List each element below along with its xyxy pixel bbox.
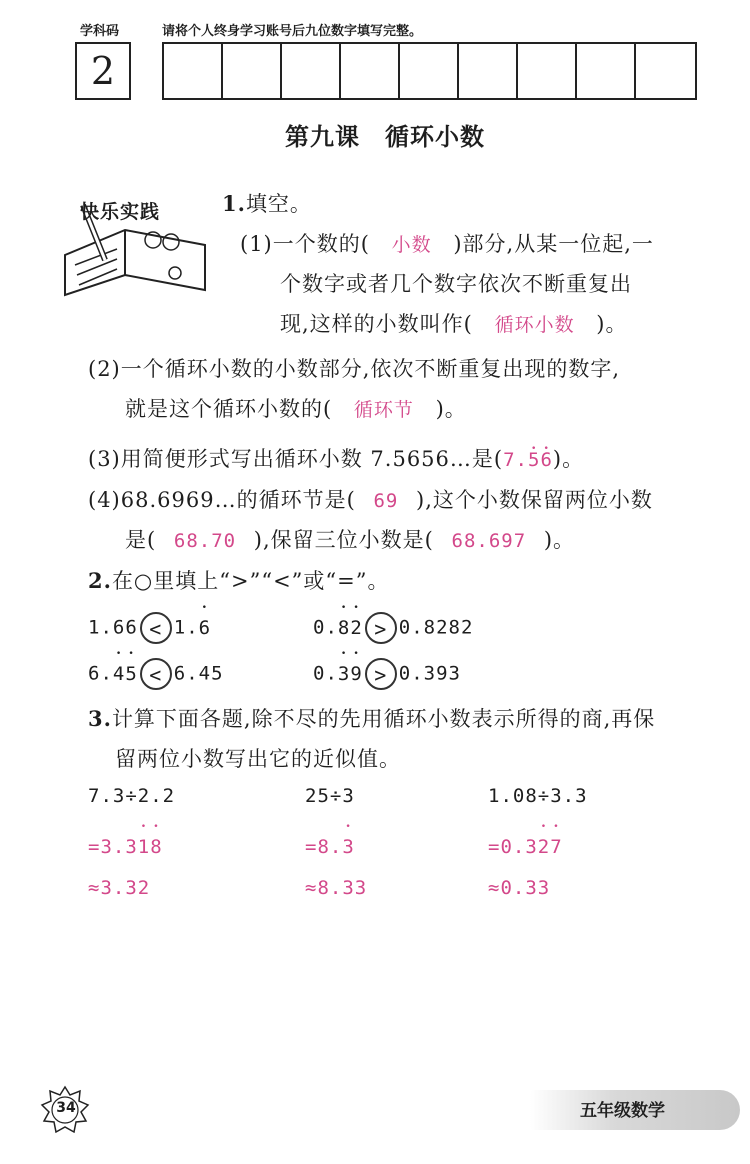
lesson-title: 第九课 循环小数 [285, 123, 485, 151]
happy-practice-badge: 快乐实践 [80, 201, 161, 223]
q3-expr-3: 1.08÷3.3 [488, 785, 588, 807]
account-digit-box[interactable] [577, 44, 636, 98]
q3-answer-repeating-3[interactable]: =0.3• 2• 7 [488, 836, 563, 858]
account-digit-box[interactable] [459, 44, 518, 98]
compare-circle[interactable]: > [365, 612, 397, 644]
q1-part1-line3: 现,这样的小数叫作( 循环小数 )。 [280, 312, 628, 336]
q1-part2-line2: 就是这个循环小数的( 循环节 )。 [125, 397, 467, 421]
subject-code-box: 2 [75, 42, 131, 100]
q3-answer-repeating-1[interactable]: =3.3• 1• 8 [88, 836, 163, 858]
q1-part2-line1: (2)一个循环小数的小数部分,依次不断重复出现的数字, [88, 357, 621, 381]
compare-circle[interactable]: > [365, 658, 397, 690]
grade-label: 五年级数学 [580, 1101, 665, 1121]
q1-part1-line1: (1)一个数的( 小数 )部分,从某一位起,一 [240, 232, 654, 256]
q3-answer-approx-2[interactable]: ≈8.33 [305, 877, 368, 899]
q3-answer-approx-1[interactable]: ≈3.32 [88, 877, 151, 899]
account-instruction: 请将个人终身学习账号后九位数字填写完整。 [162, 24, 423, 39]
account-digit-box[interactable] [164, 44, 223, 98]
account-digit-box[interactable] [636, 44, 695, 98]
account-digit-box[interactable] [341, 44, 400, 98]
compare-circle[interactable]: < [140, 612, 172, 644]
q2-compare-4: 0.• 3• 9 > 0.393 [313, 658, 461, 690]
q3-stem-line2: 留两位小数写出它的近似值。 [115, 747, 401, 771]
answer-blank[interactable]: 68.697 [451, 530, 527, 552]
q3-answer-approx-3[interactable]: ≈0.33 [488, 877, 551, 899]
q3-expr-2: 25÷3 [305, 785, 355, 807]
q1-part3: (3)用简便形式写出循环小数 7.5656…是(7.• 5• 6)。 [88, 445, 584, 474]
q1-stem: 1.填空。 [222, 191, 312, 216]
account-digit-box[interactable] [282, 44, 341, 98]
page-number: 34 [56, 1100, 76, 1116]
q1-part4-line1: (4)68.6969…的循环节是( 69 ),这个小数保留两位小数 [88, 488, 653, 512]
q2-compare-2: 0.• 8• 2 > 0.8282 [313, 612, 473, 644]
subject-code-label: 学科码 [80, 24, 120, 39]
q3-expr-1: 7.3÷2.2 [88, 785, 176, 807]
account-digit-box[interactable] [518, 44, 577, 98]
answer-blank[interactable]: 7.• 5• 6 [503, 449, 553, 471]
q2-stem: 2.在○里填上“>”“<”或“=”。 [88, 568, 390, 593]
q2-compare-1: 1.66 < 1.• 6 [88, 612, 211, 644]
compare-circle[interactable]: < [140, 658, 172, 690]
q3-answer-repeating-2[interactable]: =8.• 3 [305, 836, 355, 858]
q2-compare-3: 6.• 4• 5 < 6.45 [88, 658, 224, 690]
answer-blank[interactable]: 循环小数 [494, 314, 575, 336]
answer-blank[interactable]: 循环节 [353, 399, 414, 421]
account-digit-box[interactable] [400, 44, 459, 98]
account-digit-box[interactable] [223, 44, 282, 98]
q1-part4-line2: 是( 68.70 ),保留三位小数是( 68.697 )。 [125, 528, 576, 552]
answer-blank[interactable]: 69 [373, 490, 399, 512]
q1-part1-line2: 个数字或者几个数字依次不断重复出 [280, 272, 632, 296]
answer-blank[interactable]: 小数 [391, 234, 432, 256]
account-number-boxes[interactable] [162, 42, 697, 100]
q3-stem-line1: 3.计算下面各题,除不尽的先用循环小数表示所得的商,再保 [88, 706, 656, 731]
answer-blank[interactable]: 68.70 [173, 530, 237, 552]
